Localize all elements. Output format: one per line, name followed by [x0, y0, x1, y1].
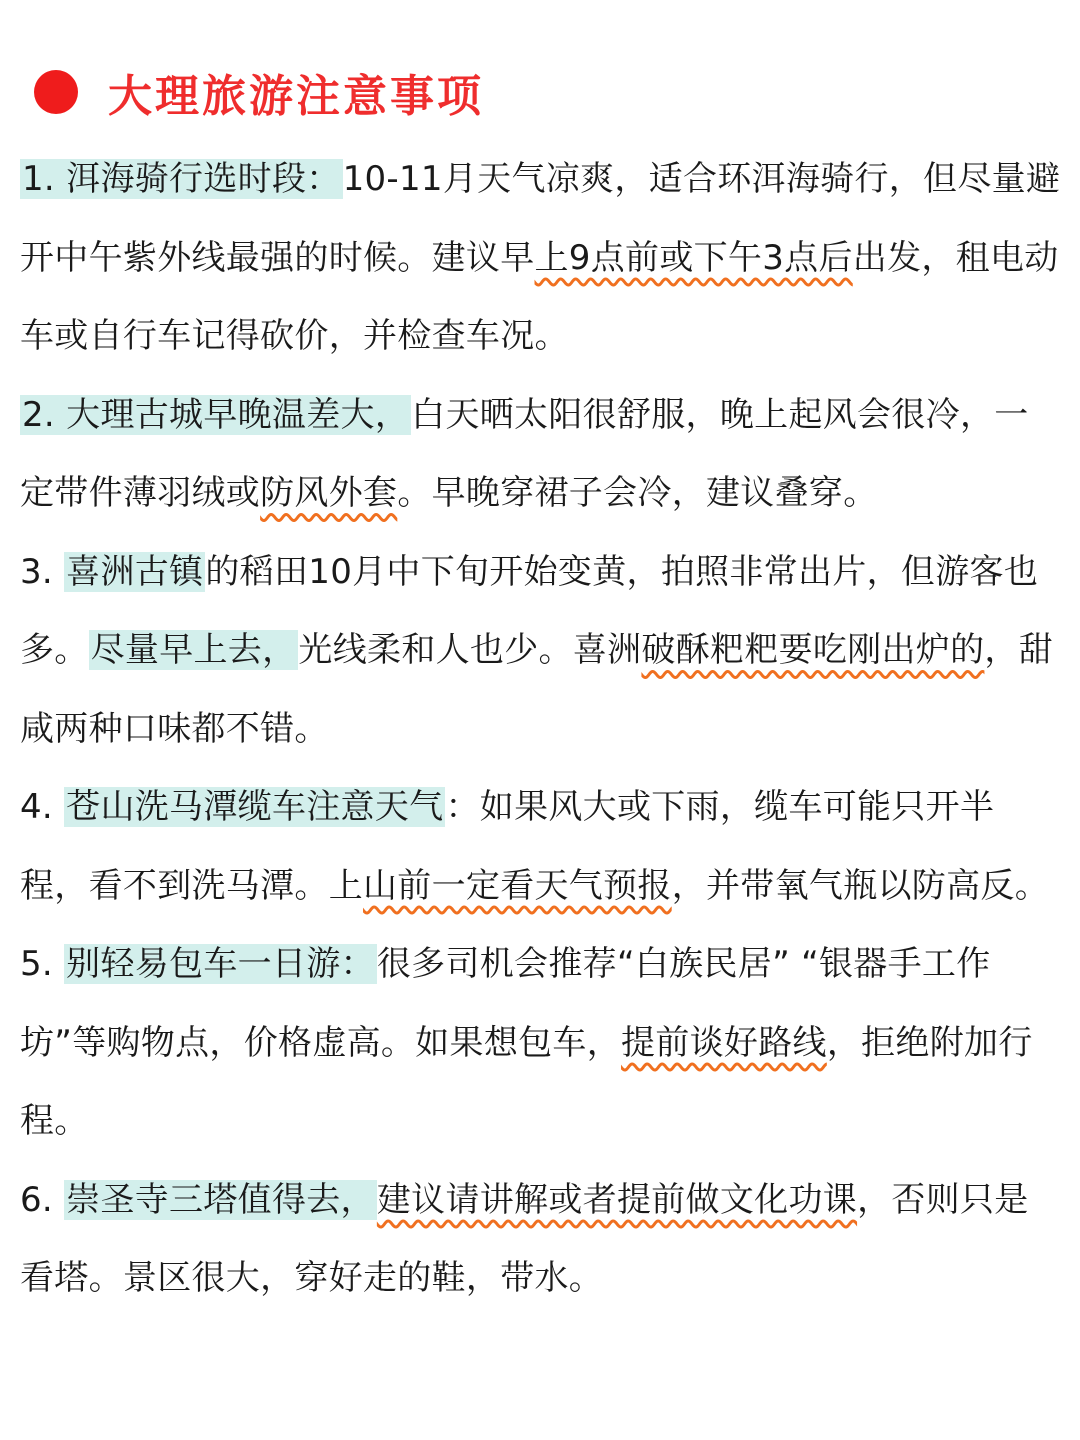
- tip-2-number: 2.: [22, 394, 56, 435]
- tip-6-heading: 崇圣寺三塔值得去，: [66, 1179, 375, 1220]
- tip-4: [20, 768, 1062, 925]
- tip-5-emphasis: 提前谈好路线: [621, 1022, 827, 1063]
- tip-6-emphasis: 建议请讲解或者提前做文化功课: [376, 1179, 858, 1220]
- tip-3-emphasis: 破酥粑粑要吃刚出炉的: [641, 630, 985, 670]
- tip-3-text-2: 光线柔和人也少。喜洲: [298, 630, 642, 670]
- tip-6-text: ，否则只是看塔。景区很大，穿好走的鞋，带水。: [20, 1179, 1029, 1298]
- tip-4-text: ：如果风大或下雨，缆车可能只开半程，看不到洗马潭。上: [20, 787, 995, 906]
- tips-list: [20, 140, 1062, 1318]
- title-row: [34, 62, 484, 122]
- tip-3-highlight-2: 尽量早上去，: [90, 630, 297, 670]
- tip-3-number: 3.: [20, 551, 54, 592]
- tip-5-text-2: ，拒绝附加行程。: [20, 1022, 1033, 1141]
- tip-1-text: 10-11月天气凉爽，适合环洱海骑行，但尽量避开中午紫外线最强的时候。建议早: [20, 159, 1061, 278]
- tip-2: [20, 376, 1062, 533]
- tip-2-heading: 大理古城早晚温差大，: [66, 394, 410, 435]
- tip-1-heading: 洱海骑行选时段：: [66, 159, 341, 199]
- tip-1-text-2: 出发，租电动车或自行车记得砍价，并检查车况。: [20, 237, 1059, 356]
- tip-1: [20, 140, 1062, 376]
- tip-4-number: 4.: [20, 787, 54, 827]
- tip-5: [20, 925, 1062, 1161]
- tip-3-heading: 喜洲古镇: [66, 551, 204, 592]
- tip-4-text-2: ，并带氧气瓶以防高反。: [671, 865, 1050, 906]
- tip-1-number: 1.: [22, 159, 56, 199]
- tip-3-text-3: ，甜咸两种口味都不错。: [20, 630, 1054, 749]
- tip-3-text: 的稻田10月中下旬开始变黄，拍照非常出片，但游客也多。: [20, 551, 1039, 670]
- tip-5-number: 5.: [20, 944, 54, 984]
- tip-2-text-2: 。早晚穿裙子会冷，建议叠穿。: [397, 473, 878, 513]
- tip-4-heading: 苍山洗马潭缆车注意天气: [66, 787, 444, 827]
- tip-6-number: 6.: [20, 1179, 54, 1220]
- tip-2-emphasis: 防风外套: [260, 473, 398, 513]
- tip-3: [20, 533, 1062, 769]
- tip-2-text: 白天晒太阳很舒服，晚上起风会很冷，一定带件薄羽绒或: [20, 394, 1029, 513]
- tip-6: [20, 1161, 1062, 1318]
- tip-1-highlight: [20, 159, 343, 199]
- tip-4-emphasis: 山前一定看天气预报: [363, 865, 672, 906]
- red-dot-icon: [34, 70, 78, 114]
- page-title: 大理旅游注意事项: [108, 71, 484, 122]
- tip-1-emphasis: 上9点前或下午3点后: [534, 237, 853, 278]
- tip-5-heading: 别轻易包车一日游：: [66, 944, 375, 984]
- tip-5-text: 很多司机会推荐“白族民居” “银器手工作坊”等购物点，价格虚高。如果想包车，: [20, 944, 991, 1063]
- tip-2-highlight: [20, 395, 411, 435]
